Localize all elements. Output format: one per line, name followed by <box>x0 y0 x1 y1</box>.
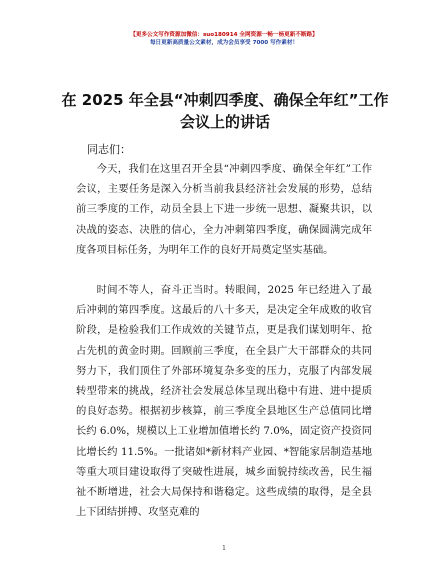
salutation: 同志们： <box>87 143 131 156</box>
speech-body <box>76 159 372 522</box>
page-number: 1 <box>222 545 226 552</box>
promo-banner-line2: 每日更新高质量公文素材，成为会员享受 7000 写作素材！ <box>149 40 299 46</box>
promo-banner-line1: 【更多公文写作资源加微信：suo180914 全网资源一畅一杨更新不断路】 <box>130 32 318 38</box>
document-title: 在 2025 年全县“冲刺四季度、确保全年红”工作会议上的讲话 <box>61 91 389 131</box>
paragraph-2: 时间不等人，奋斗正当时。转眼间，2025 年已经进入了最后冲刺的第四季度。这最后的八十多天，是决定全年成败的收官阶段，是检验我们工作成效的关键节点，更是我们谋划明年、抢占先机的黄金时期。回顾前三季度，在全县广大干部群众的共同努力下，我们顶住了外部环境复杂多变的压力，克服了内部发展转型带来的挑战，经济社会发展总体呈现出稳中有进、进中提质的良好态势。根据初步核算，前三季度全县地区生产总值同比增长约 6.0%，规模以上工业增加值增长约 7.0%，固定资产投资同比增长约 11.5%。一批诸如*新材料产业园、*智能家居制造基地等重大项目建设取得了突破性进展，城乡面貌持续改善，民生福祉不断增进，社会大局保持和谐稳定。这些成绩的取得，是全县上下团结拼搏、攻坚克难的 <box>76 284 372 519</box>
paragraph-1: 今天，我们在这里召开全县“冲刺四季度、确保全年红”工作会议，主要任务是深入分析当前我县经济社会发展的形势，总结前三季度的工作，动员全县上下进一步统一思想、凝聚共识，以决战的姿态、决胜的信心，全力冲刺第四季度，确保圆满完成年度各项目标任务，为明年工作的良好开局奠定坚实基础。 <box>76 163 372 256</box>
promo-banner <box>0 31 448 47</box>
